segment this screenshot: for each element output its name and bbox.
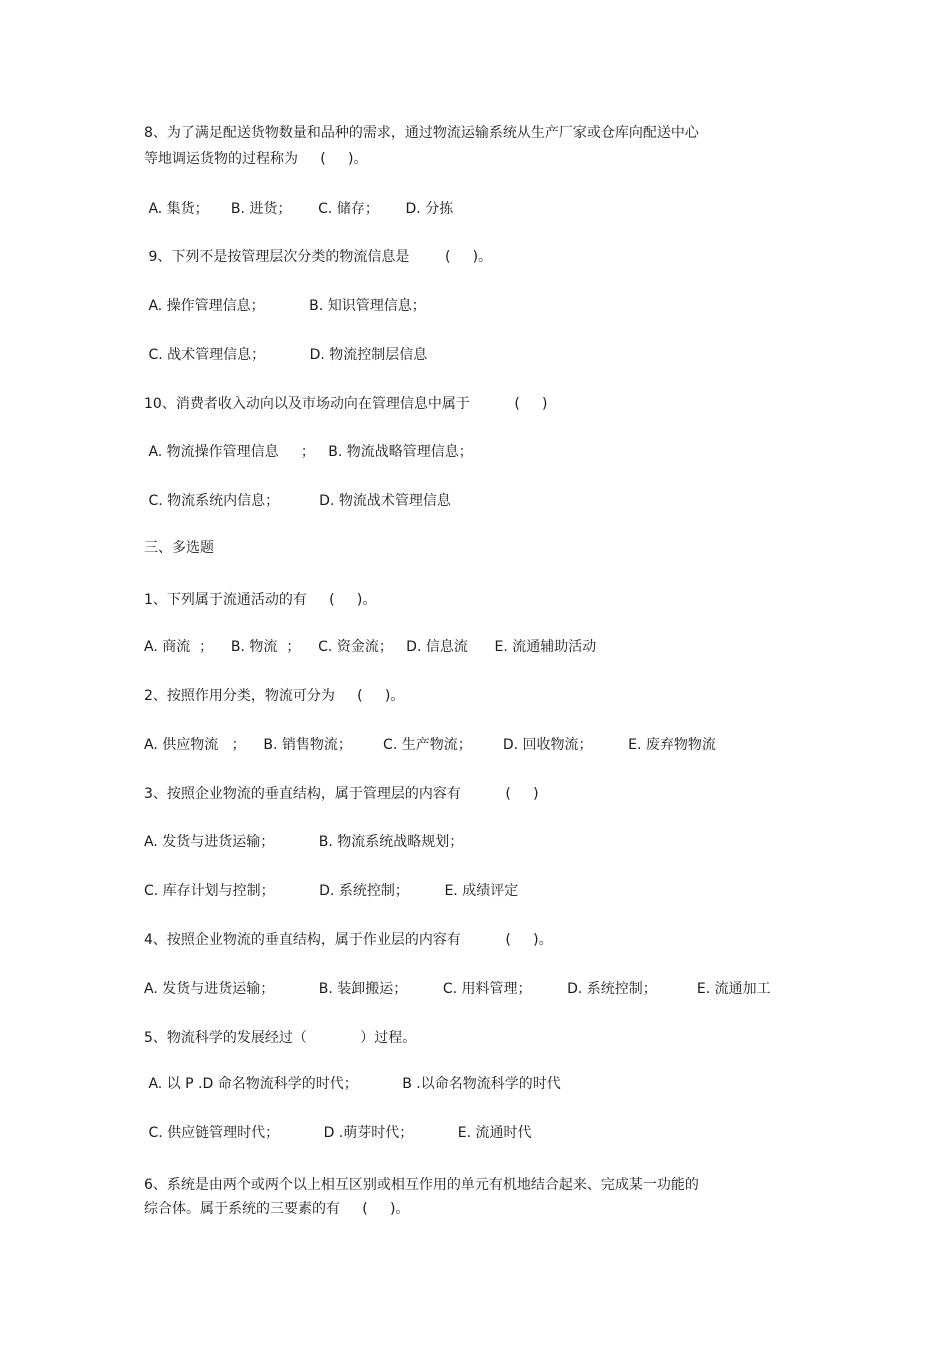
mq3-options-row1: A. 发货与进货运输； B. 物流系统战略规划； [144,834,464,850]
q10-options-row2: C. 物流系统内信息； D. 物流战术管理信息 [144,493,451,509]
mq1-options: A. 商流 ； B. 物流 ； C. 资金流； D. 信息流 E. 流通辅助活动 [144,639,597,655]
q9-stem: 9、下列不是按管理层次分类的物流信息是 ( )。 [144,249,493,265]
q8-stem-line2: 等地调运货物的过程称为 ( )。 [144,151,368,167]
section-heading: 三、多选题 [144,540,214,556]
mq5-options-row1: A. 以 P .D 命名物流科学的时代； B .以命名物流科学的时代 [144,1076,561,1092]
q10-options-row1: A. 物流操作管理信息 ； B. 物流战略管理信息； [144,444,473,460]
q9-options-row1: A. 操作管理信息； B. 知识管理信息； [144,298,426,314]
q8-stem-line1: 8、为了满足配送货物数量和品种的需求，通过物流运输系统从生产厂家或仓库向配送中心 [144,125,699,141]
mq4-options: A. 发货与进货运输； B. 装卸搬运； C. 用料管理； D. 系统控制； E. 流通加工 [144,981,771,997]
mq3-options-row2: C. 库存计划与控制； D. 系统控制； E. 成绩评定 [144,883,519,899]
mq2-stem: 2、按照作用分类，物流可分为 ( )。 [144,688,405,704]
mq4-stem: 4、按照企业物流的垂直结构，属于作业层的内容有 ( )。 [144,932,553,948]
mq3-stem: 3、按照企业物流的垂直结构，属于管理层的内容有 ( ) [144,786,539,802]
q9-options-row2: C. 战术管理信息； D. 物流控制层信息 [144,347,428,363]
mq2-options: A. 供应物流 ； B. 销售物流； C. 生产物流； D. 回收物流； E. 废弃物物流 [144,737,716,753]
q10-stem: 10、消费者收入动向以及市场动向在管理信息中属于 ( ) [144,396,548,412]
mq6-stem-line2: 综合体。属于系统的三要素的有 ( )。 [144,1201,410,1217]
mq1-stem: 1、下列属于流通活动的有 ( )。 [144,592,377,608]
mq6-stem-line1: 6、系统是由两个或两个以上相互区别或相互作用的单元有机地结合起来、完成某一功能的 [144,1177,699,1193]
mq5-stem: 5、物流科学的发展经过（ ）过程。 [144,1030,417,1046]
mq5-options-row2: C. 供应链管理时代； D .萌芽时代； E. 流通时代 [144,1125,532,1141]
q8-options: A. 集货； B. 进货； C. 储存； D. 分拣 [144,201,454,217]
